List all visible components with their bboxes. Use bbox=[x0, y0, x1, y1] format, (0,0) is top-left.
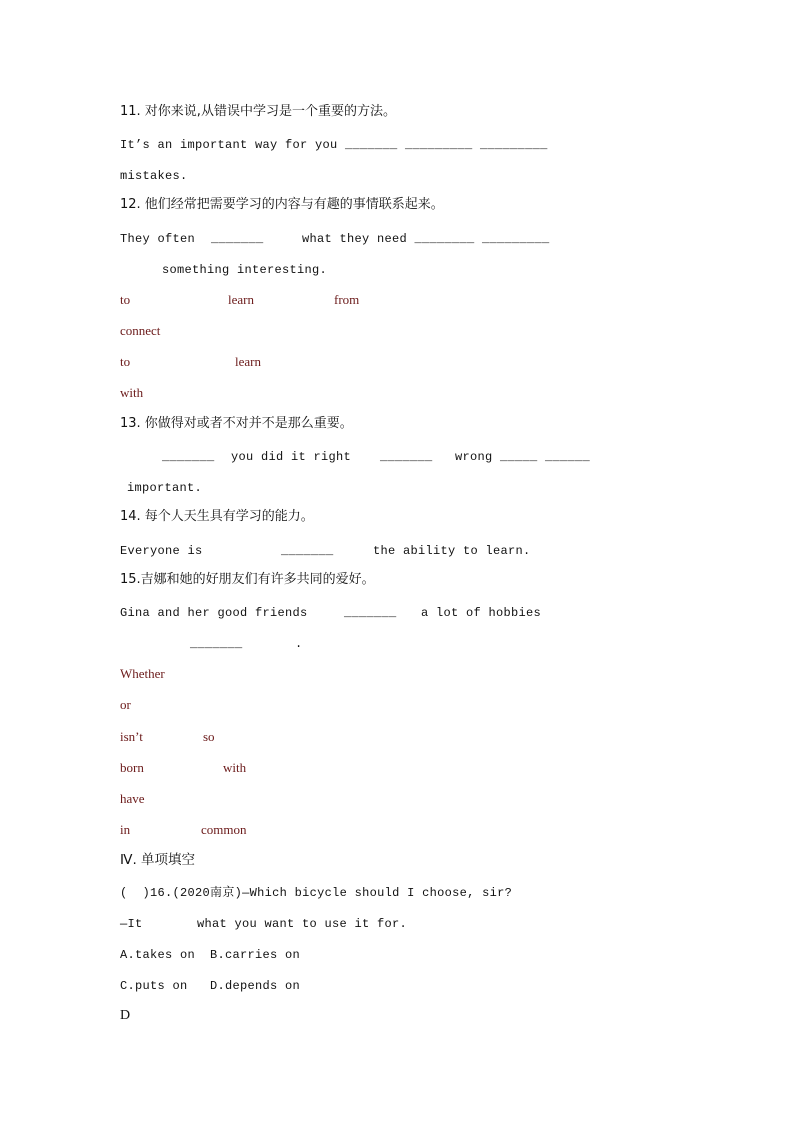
answer-from: from bbox=[334, 292, 360, 307]
q15-english-a: Gina and her good friends bbox=[120, 606, 308, 620]
q15-english-c: a lot of hobbies bbox=[421, 606, 542, 620]
answer-common: common bbox=[201, 822, 247, 837]
answer-isnt: isn’t bbox=[120, 729, 143, 744]
answer-in: in bbox=[120, 822, 131, 837]
q12-chinese: 12. 他们经常把需要学习的内容与有趣的事情联系起来。 bbox=[120, 197, 444, 212]
q16-question: ( )16.(2020南京)—Which bicycle should I choose, sir? bbox=[120, 886, 513, 900]
answer-with: with bbox=[120, 385, 144, 400]
q16-options-ab: A.takes on B.carries on bbox=[120, 948, 301, 962]
q14-english-c: the ability to learn. bbox=[373, 544, 531, 558]
q13-chinese: 13. 你做得对或者不对并不是那么重要。 bbox=[120, 416, 353, 431]
q12-english-c: what they need ________ _________ bbox=[302, 232, 550, 246]
q14-english-a: Everyone is bbox=[120, 544, 203, 558]
q13-blank-1: _______ bbox=[162, 450, 215, 464]
q12-english-cont: something interesting. bbox=[162, 263, 328, 277]
answer-or: or bbox=[120, 697, 131, 712]
answer-have: have bbox=[120, 791, 145, 806]
answer-learn-2: learn bbox=[235, 354, 261, 369]
q15-blank-2: _______ bbox=[190, 637, 243, 651]
answer-to: to bbox=[120, 292, 131, 307]
q14-blank: _______ bbox=[281, 544, 334, 558]
q15-blank-1: _______ bbox=[344, 606, 397, 620]
q16-line2-a: —It bbox=[120, 917, 143, 931]
q16-line2-b: what you want to use it for. bbox=[197, 917, 408, 931]
q12-blank-1: _______ bbox=[211, 232, 264, 246]
q13-text-2: wrong _____ ______ bbox=[455, 450, 591, 464]
q11-chinese: 11. 对你来说,从错误中学习是一个重要的方法。 bbox=[120, 104, 396, 119]
q13-text-1: you did it right bbox=[231, 450, 352, 464]
q15-chinese: 15.吉娜和她的好朋友们有许多共同的爱好。 bbox=[120, 572, 375, 587]
q11-english-cont: mistakes. bbox=[120, 169, 188, 183]
answer-with-2: with bbox=[223, 760, 247, 775]
answer-so: so bbox=[203, 729, 215, 744]
answer-born: born bbox=[120, 760, 144, 775]
section-title: Ⅳ. 单项填空 bbox=[120, 852, 196, 868]
answer-learn: learn bbox=[228, 292, 254, 307]
answer-to-2: to bbox=[120, 354, 131, 369]
q14-chinese: 14. 每个人天生具有学习的能力。 bbox=[120, 509, 314, 524]
q13-english-cont: important. bbox=[127, 481, 203, 495]
q16-options-cd: C.puts on D.depends on bbox=[120, 979, 301, 993]
q13-blank-2: _______ bbox=[380, 450, 433, 464]
answer-whether: Whether bbox=[120, 666, 165, 681]
q15-period: . bbox=[295, 637, 303, 651]
answer-connect: connect bbox=[120, 323, 161, 338]
q11-english: It’s an important way for you _______ _________ _________ bbox=[120, 138, 548, 152]
q12-english-a: They often bbox=[120, 232, 196, 246]
q16-answer: D bbox=[120, 1008, 131, 1023]
